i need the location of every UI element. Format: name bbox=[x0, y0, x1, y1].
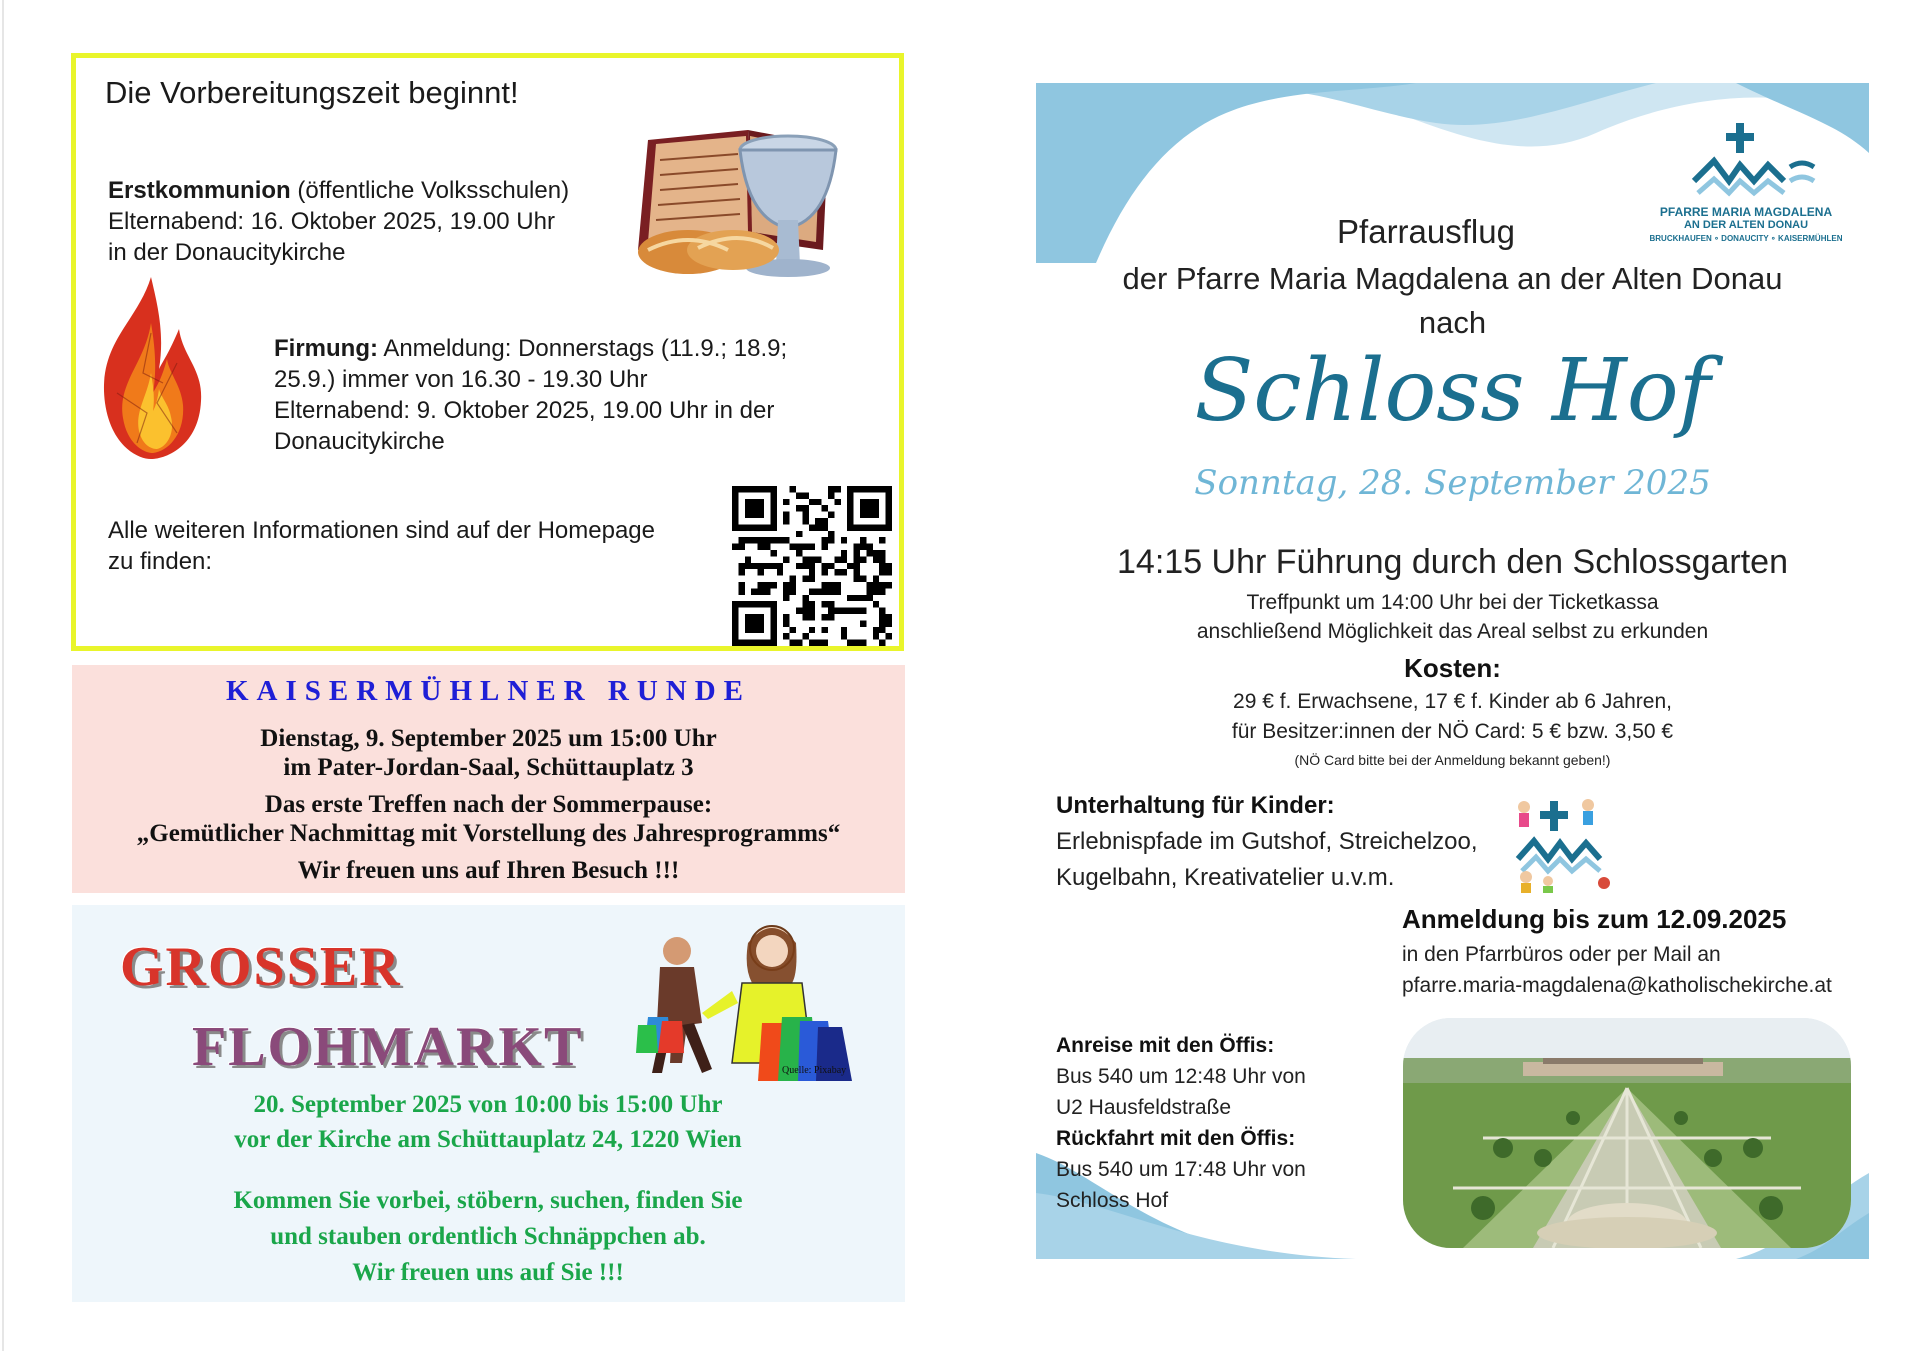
prep-title: Die Vorbereitungszeit beginnt! bbox=[105, 75, 519, 110]
kinder2: Kugelbahn, Kreativatelier u.v.m. bbox=[1056, 864, 1395, 891]
runde-line5: Wir freuen uns auf Ihren Besuch !!! bbox=[297, 857, 680, 884]
anreise1: Bus 540 um 12:48 Uhr von bbox=[1056, 1065, 1306, 1088]
anreise2: U2 Hausfeldstraße bbox=[1056, 1096, 1232, 1119]
logo-line2: AN DER ALTEN DONAU bbox=[1683, 219, 1809, 231]
preparation-box bbox=[71, 53, 904, 651]
rueck1: Bus 540 um 17:48 Uhr von bbox=[1056, 1158, 1306, 1181]
head3: nach bbox=[1418, 305, 1487, 340]
flyer-title: Schloss Hof bbox=[1194, 341, 1711, 441]
floh-line3: Kommen Sie vorbei, stöbern, suchen, finden Sie bbox=[233, 1187, 743, 1214]
logo-line1: PFARRE MARIA MAGDALENA bbox=[1659, 205, 1833, 219]
erst-label: Erstkommunion bbox=[108, 177, 291, 204]
info-block bbox=[108, 515, 655, 577]
runde-title: KAISERMÜHLNER RUNDE bbox=[225, 675, 751, 707]
erst-line2: Elternabend: 16. Oktober 2025, 19.00 Uhr bbox=[108, 208, 555, 235]
flyer-date: Sonntag, 28. September 2025 bbox=[1194, 463, 1711, 503]
image-source: Quelle: Pixabay bbox=[782, 1065, 847, 1076]
runde-line1: Dienstag, 9. September 2025 um 15:00 Uhr bbox=[260, 725, 717, 752]
info-line1: Alle weiteren Informationen sind auf der Homepage bbox=[108, 517, 655, 544]
anmeldung-email[interactable]: pfarre.maria-magdalena@katholischekirche.at bbox=[1402, 974, 1832, 997]
logo-line3: BRUCKHAUFEN ∘ DONAUCITY ∘ KAISERMÜHLEN bbox=[1649, 234, 1843, 243]
kosten2: für Besitzer:innen der NÖ Card: 5 € bzw. 3,50 € bbox=[1231, 720, 1674, 743]
anreise-block bbox=[1056, 1030, 1306, 1216]
floh-line5: Wir freuen uns auf Sie !!! bbox=[352, 1259, 624, 1286]
head1: Pfarrausflug bbox=[1337, 213, 1515, 250]
fuehrung: 14:15 Uhr Führung durch den Schlossgarten bbox=[1117, 543, 1788, 581]
erstkommunion-block bbox=[108, 175, 569, 268]
kosten1: 29 € f. Erwachsene, 17 € f. Kinder ab 6 Jahren, bbox=[1233, 690, 1672, 713]
kinder1: Erlebnispfade im Gutshof, Streichelzoo, bbox=[1056, 828, 1478, 855]
parish-logo-text bbox=[1636, 206, 1856, 245]
erst-rest: (öffentliche Volksschulen) bbox=[290, 177, 570, 204]
page-edge-line bbox=[2, 0, 4, 1351]
floh-word1: GROSSER bbox=[120, 936, 402, 998]
floh-line4: und stauben ordentlich Schnäppchen ab. bbox=[270, 1223, 706, 1250]
treff1: Treffpunkt um 14:00 Uhr bei der Ticketkassa bbox=[1246, 591, 1659, 614]
kaisermuehlner-runde-box bbox=[72, 665, 905, 893]
bread-wine-image bbox=[628, 100, 883, 280]
kosten3: (NÖ Card bitte bei der Anmeldung bekannt geben!) bbox=[1294, 752, 1611, 768]
firm-line2: 25.9.) immer von 16.30 - 19.30 Uhr bbox=[274, 366, 648, 393]
head2: der Pfarre Maria Magdalena an der Alten Donau bbox=[1122, 261, 1783, 296]
schloss-hof-flyer bbox=[1036, 83, 1869, 1259]
anreise-label: Anreise mit den Öffis: bbox=[1056, 1034, 1275, 1057]
rueck2: Schloss Hof bbox=[1056, 1189, 1169, 1212]
firmung-block bbox=[274, 333, 787, 457]
kinder-block bbox=[1056, 788, 1478, 896]
floh-line1: 20. September 2025 von 10:00 bis 15:00 Uhr bbox=[253, 1091, 723, 1118]
flohmarkt-box bbox=[72, 905, 905, 1302]
anmeldung1: in den Pfarrbüros oder per Mail an bbox=[1402, 943, 1721, 966]
info-line2: zu finden: bbox=[108, 548, 213, 575]
shopping-people-image bbox=[632, 913, 857, 1083]
firm-line3: Elternabend: 9. Oktober 2025, 19.00 Uhr in der bbox=[274, 397, 775, 424]
firm-line4: Donaucitykirche bbox=[274, 428, 445, 455]
treff2: anschließend Möglichkeit das Areal selbst zu erkunden bbox=[1196, 620, 1709, 643]
runde-line3: Das erste Treffen nach der Sommerpause: bbox=[264, 791, 713, 818]
floh-line2: vor der Kirche am Schüttauplatz 24, 1220 Wien bbox=[234, 1126, 742, 1153]
floh-word2: FLOHMARKT bbox=[192, 1016, 584, 1078]
rueck-label: Rückfahrt mit den Öffis: bbox=[1056, 1127, 1296, 1150]
kinder-label: Unterhaltung für Kinder: bbox=[1056, 792, 1335, 819]
flame-image bbox=[87, 273, 215, 463]
schloss-hof-photo bbox=[1403, 1018, 1851, 1248]
kosten-label: Kosten: bbox=[1404, 653, 1501, 683]
firm-line1: Anmeldung: Donnerstags (11.9.; 18.9; bbox=[377, 335, 788, 362]
parish-logo bbox=[1684, 121, 1824, 201]
firm-label: Firmung: bbox=[274, 335, 378, 362]
kids-logo bbox=[1508, 793, 1618, 893]
erst-line3: in der Donaucitykirche bbox=[108, 239, 346, 266]
runde-line4: „Gemütlicher Nachmittag mit Vorstellung des Jahresprogramms“ bbox=[136, 820, 841, 847]
anmeldung-label: Anmeldung bis zum 12.09.2025 bbox=[1402, 904, 1787, 934]
runde-line2: im Pater-Jordan-Saal, Schüttauplatz 3 bbox=[283, 754, 694, 781]
qr-code[interactable] bbox=[732, 486, 892, 646]
